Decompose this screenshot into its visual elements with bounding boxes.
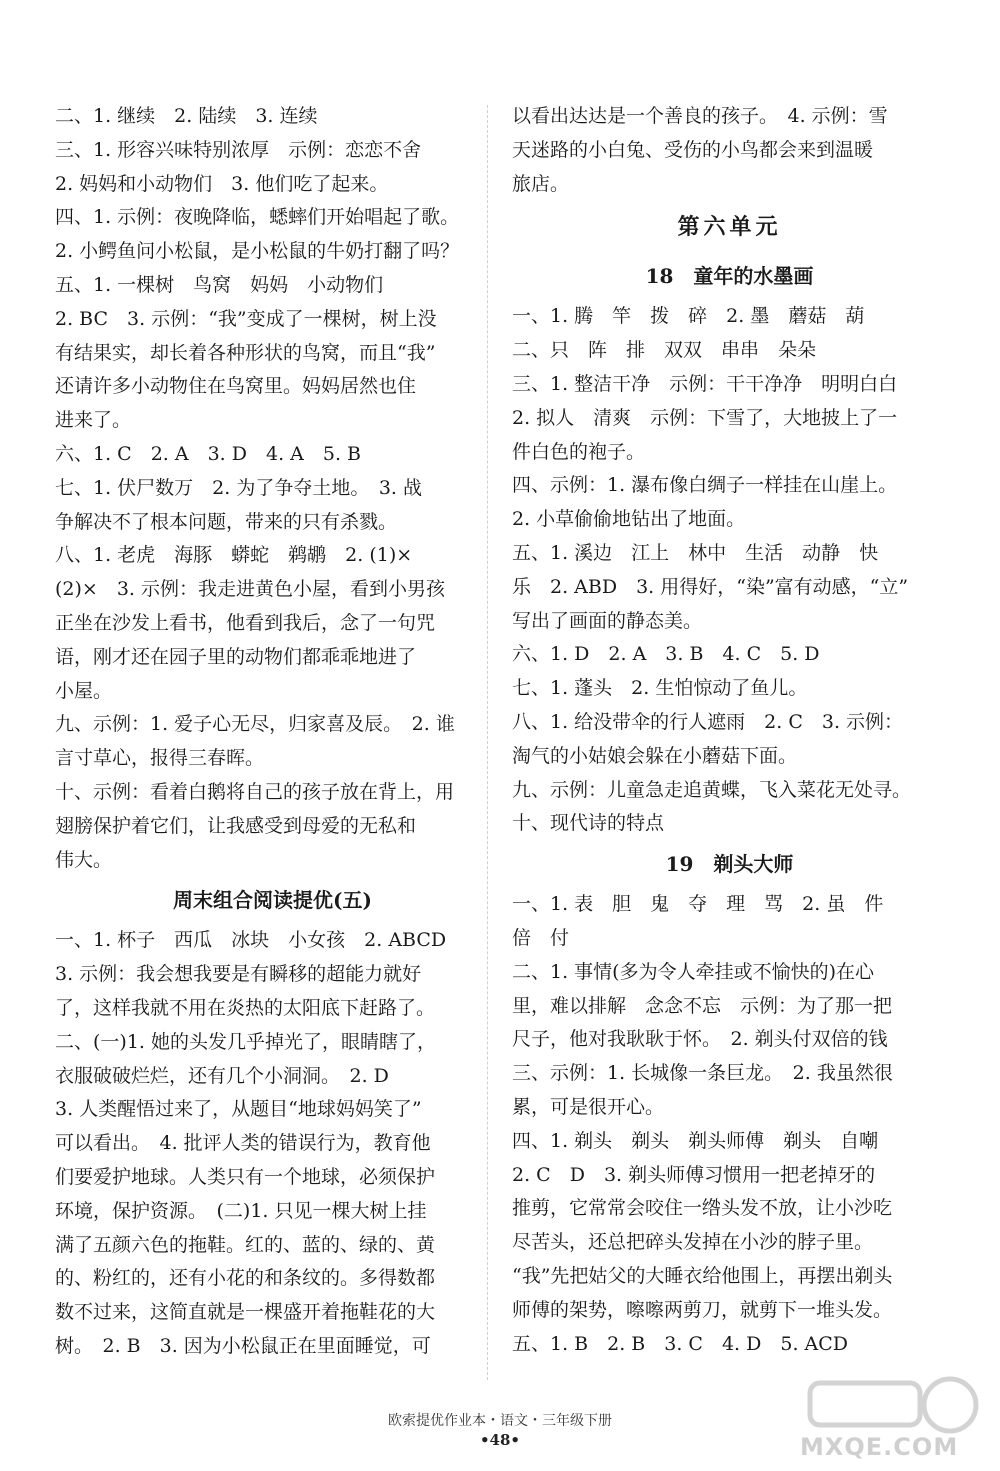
- answer-line: 还请许多小动物住在鸟窝里。妈妈居然也住: [55, 375, 417, 398]
- answer-line: 旅店。: [512, 172, 570, 195]
- answer-line: 二、1. 事情(多为令人牵挂或不愉快的)在心: [512, 960, 874, 983]
- answer-line: 写出了画面的静态美。: [512, 609, 703, 632]
- answer-line: 十、现代诗的特点: [512, 812, 665, 835]
- answer-line: 二、只 阵 排 双双 串串 朵朵: [512, 339, 817, 362]
- answer-line: 满了五颜六色的拖鞋。红的、蓝的、绿的、黄: [55, 1233, 436, 1256]
- answer-line: (2)× 3. 示例：我走进黄色小屋，看到小男孩: [55, 578, 446, 601]
- answer-line: 一、1. 腾 竿 拨 碎 2. 墨 蘑菇 葫: [512, 305, 865, 328]
- answer-line: 三、1. 形容兴味特别浓厚 示例：恋恋不舍: [55, 138, 422, 161]
- answer-line: 八、1. 给没带伞的行人遮雨 2. C 3. 示例：: [512, 710, 904, 733]
- answer-line: 六、1. C 2. A 3. D 4. A 5. B: [55, 442, 362, 465]
- page-number: •48•: [479, 1431, 521, 1449]
- answer-line: 树。 2. B 3. 因为小松鼠正在里面睡觉，可: [55, 1334, 431, 1357]
- answer-line: 乐 2. ABD 3. 用得好，“染”富有动感，“立”: [512, 575, 909, 598]
- answer-line: 推剪，它常常会咬住一绺头发不放，让小沙吃: [512, 1197, 893, 1220]
- answer-line: 尺子，他对我耿耿于怀。 2. 剃头付双倍的钱: [512, 1028, 888, 1051]
- answer-line: 有结果实，却长着各种形状的鸟窝，而且“我”: [55, 341, 436, 364]
- answer-line: 十、示例：看着白鹅将自己的孩子放在背上，用: [55, 780, 455, 803]
- answer-line: 争解决不了根本问题，带来的只有杀戮。: [55, 510, 398, 533]
- answer-line: 2. BC 3. 示例：“我”变成了一棵树，树上没: [55, 307, 437, 330]
- answer-block-weekend-reading: [55, 924, 490, 1363]
- answer-line: 尽苦头，还总把碎头发掉在小沙的脖子里。: [512, 1231, 874, 1254]
- answer-line: 翅膀保护着它们，让我感受到母爱的无私和: [55, 814, 417, 837]
- answer-line: 伟大。: [55, 848, 113, 871]
- answer-line: 五、1. B 2. B 3. C 4. D 5. ACD: [512, 1332, 849, 1355]
- answer-line: 正坐在沙发上看书，他看到我后，念了一句咒: [55, 611, 436, 634]
- answer-block-lesson-18: [512, 300, 947, 841]
- answer-line: 进来了。: [55, 409, 132, 432]
- answer-line: 倍 付: [512, 926, 570, 949]
- answer-block-lesson-19: [512, 888, 947, 1361]
- answer-line: “我”先把姑父的大睡衣给他围上，再摆出剃头: [512, 1264, 893, 1287]
- answer-line: 数不过来，这简直就是一棵盛开着拖鞋花的大: [55, 1301, 436, 1324]
- answer-line: 可以看出。 4. 批评人类的错误行为，教育他: [55, 1132, 431, 1155]
- answer-line: 四、示例：1. 瀑布像白绸子一样挂在山崖上。: [512, 474, 898, 497]
- answer-line: 衣服破破烂烂，还有几个小洞洞。 2. D: [55, 1064, 389, 1087]
- answer-line: 语，刚才还在园子里的动物们都乖乖地进了: [55, 645, 417, 668]
- answer-line: 六、1. D 2. A 3. B 4. C 5. D: [512, 643, 820, 666]
- answer-line: 九、示例：儿童急走追黄蝶，飞入菜花无处寻。: [512, 778, 912, 801]
- answer-line: 2. 小鳄鱼问小松鼠，是小松鼠的牛奶打翻了吗？: [55, 240, 460, 263]
- answer-block-right-top: [512, 100, 947, 201]
- watermark-logo: [790, 1375, 990, 1465]
- answer-line: 的、粉红的，还有小花的和条纹的。多得数都: [55, 1267, 436, 1290]
- answer-line: 2. 拟人 清爽 示例：下雪了，大地披上了一: [512, 406, 898, 429]
- lesson-19-heading: 19 剃头大师: [665, 852, 794, 877]
- answer-line: 了，这样我就不用在炎热的太阳底下赶路了。: [55, 996, 436, 1019]
- answer-line: 二、1. 继续 2. 陆续 3. 连续: [55, 105, 318, 127]
- answer-line: 2. 小草偷偷地钻出了地面。: [512, 508, 746, 531]
- answer-line: 件白色的袍子。: [512, 440, 646, 463]
- answer-line: 七、1. 伏尸数万 2. 为了争夺土地。 3. 战: [55, 476, 423, 499]
- answer-line: 们要爱护地球。人类只有一个地球，必须保护: [55, 1165, 436, 1188]
- lesson-18-heading: 18 童年的水墨画: [645, 264, 814, 289]
- answer-line: 师傅的架势，嚓嚓两剪刀，就剪下一堆头发。: [512, 1298, 893, 1321]
- answer-line: 淘气的小姑娘会躲在小蘑菇下面。: [512, 744, 798, 767]
- section-heading-weekend-reading: 周末组合阅读提优(五): [173, 888, 372, 913]
- footer-book-title: 欧索提优作业本・语文・三年级下册: [388, 1413, 612, 1429]
- answer-line: 以看出达达是一个善良的孩子。 4. 示例：雪: [512, 105, 888, 127]
- answer-line: 五、1. 溪边 江上 林中 生活 动静 快: [512, 541, 879, 564]
- answer-line: 四、1. 剃头 剃头 剃头师傅 剃头 自嘲: [512, 1129, 879, 1152]
- answer-line: 五、1. 一棵树 鸟窝 妈妈 小动物们: [55, 273, 384, 296]
- answer-line: 2. 妈妈和小动物们 3. 他们吃了起来。: [55, 172, 389, 195]
- answer-line: 3. 人类醒悟过来了，从题目“地球妈妈笑了”: [55, 1098, 422, 1121]
- right-column: [512, 100, 947, 1361]
- answer-line: 2. C D 3. 剃头师傅习惯用一把老掉牙的: [512, 1163, 876, 1186]
- answer-line: 言寸草心，报得三春晖。: [55, 747, 265, 770]
- answer-line: 二、(一)1. 她的头发几乎掉光了，眼睛瞎了，: [55, 1030, 436, 1053]
- answer-line: 小屋。: [55, 679, 113, 702]
- answer-line: 环境，保护资源。 (二)1. 只见一棵大树上挂: [55, 1199, 427, 1222]
- answer-line: 累，可是很开心。: [512, 1095, 665, 1118]
- answer-line: 天迷路的小白兔、受伤的小鸟都会来到温暖: [512, 138, 874, 161]
- answer-line: 四、1. 示例：夜晚降临，蟋蟀们开始唱起了歌。: [55, 206, 460, 229]
- answer-line: 一、1. 表 胆 鬼 夺 理 骂 2. 虽 件: [512, 893, 884, 916]
- answer-line: 三、1. 整洁干净 示例：干干净净 明明白白: [512, 372, 898, 395]
- answer-line: 九、示例：1. 爱子心无尽，归家喜及辰。 2. 谁: [55, 713, 455, 736]
- answer-line: 三、示例：1. 长城像一条巨龙。 2. 我虽然很: [512, 1062, 893, 1085]
- unit-heading: 第六单元: [677, 214, 782, 241]
- answer-line: 八、1. 老虎 海豚 蟒蛇 鹈鹕 2. (1)×: [55, 544, 413, 567]
- answer-block-left: [55, 100, 490, 877]
- answer-line: 一、1. 杯子 西瓜 冰块 小女孩 2. ABCD: [55, 929, 447, 952]
- answer-line: 里，难以排解 念念不忘 示例：为了那一把: [512, 994, 893, 1017]
- answer-line: 七、1. 蓬头 2. 生怕惊动了鱼儿。: [512, 677, 808, 700]
- left-column: [55, 100, 490, 1364]
- answer-line: 3. 示例：我会想我要是有瞬移的超能力就好: [55, 963, 422, 986]
- watermark-text: MXQE.COM: [800, 1433, 959, 1461]
